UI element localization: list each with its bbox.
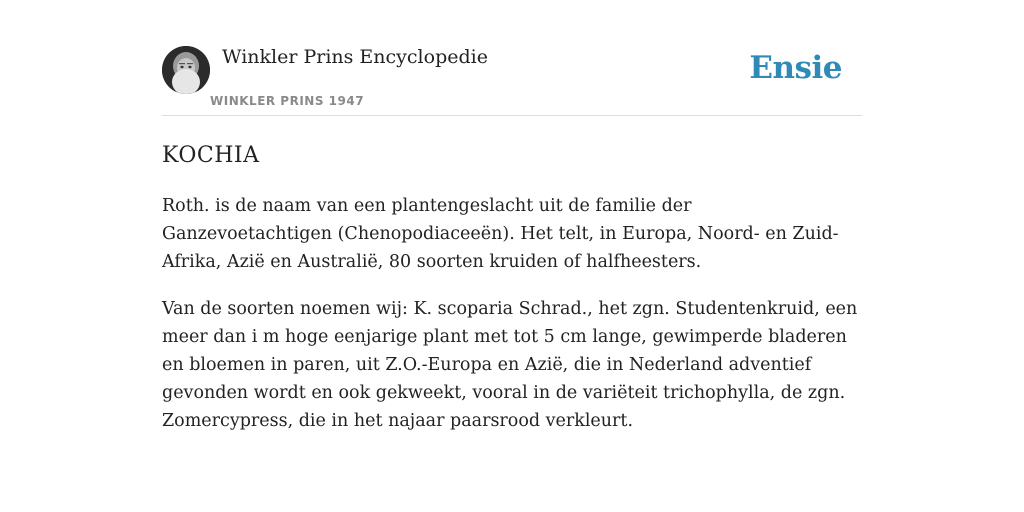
source-title[interactable]: Winkler Prins Encyclopedie xyxy=(222,46,488,68)
article-card xyxy=(162,40,862,435)
source-subtitle: WINKLER PRINS 1947 xyxy=(210,94,365,108)
article-paragraph: Van de soorten noemen wij: K. scoparia Schrad., het zgn. Studentenkruid, een meer dan i m hoge eenjarige plant met tot 5 cm lange, gewimperde bladeren en bloemen in paren, uit Z.O.-Europa en Azië, die in Nederland adventief gevonden wordt en ook gekweekt, vooral in de variëteit trichophylla, de zgn. Zomercypress, die in het najaar paarsrood verkleurt. xyxy=(162,299,858,431)
ensie-logo[interactable]: Ensie xyxy=(749,50,842,86)
author-avatar[interactable] xyxy=(162,46,210,94)
article-paragraph: Roth. is de naam van een plantengeslacht uit de familie der Ganzevoetachtigen (Chenopodiaceeën). Het telt, in Europa, Noord- en Zuid-Afrika, Azië en Australië, 80 soorten kruiden of halfheesters. xyxy=(162,196,839,272)
source-header xyxy=(162,40,862,116)
entry-title: KOCHIA xyxy=(162,143,260,168)
